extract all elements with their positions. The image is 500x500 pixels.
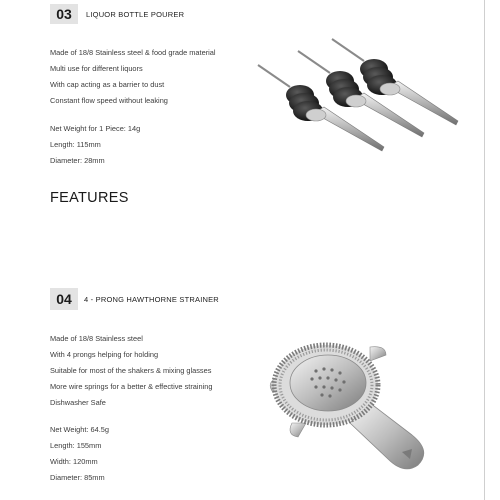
feature-line: Constant flow speed without leaking	[50, 96, 168, 105]
spec-line: Length: 115mm	[50, 140, 101, 149]
section-number-badge: 03	[50, 4, 78, 24]
section-04-header	[50, 288, 219, 310]
feature-line: With cap acting as a barrier to dust	[50, 80, 165, 89]
page-edge-divider	[484, 0, 485, 500]
spec-line: Net Weight for 1 Piece: 14g	[50, 124, 141, 133]
spec-line: Diameter: 28mm	[50, 156, 105, 165]
feature-line: Multi use for different liquors	[50, 64, 143, 73]
hawthorne-strainer-image	[262, 325, 442, 485]
spec-line: Width: 120mm	[50, 457, 98, 466]
section-03-features	[50, 48, 216, 112]
feature-line: More wire springs for a better & effective straining	[50, 382, 213, 391]
section-04-specs	[50, 425, 109, 489]
spec-line: Length: 155mm	[50, 441, 102, 450]
spec-line: Net Weight: 64.5g	[50, 425, 110, 434]
feature-line: Suitable for most of the shakers & mixing glasses	[50, 366, 212, 375]
features-heading: FEATURES	[50, 190, 129, 206]
section-03-specs	[50, 124, 140, 172]
section-04-features	[50, 334, 213, 414]
spec-line: Diameter: 85mm	[50, 473, 105, 482]
section-title: LIQUOR BOTTLE POURER	[86, 9, 185, 19]
feature-line: With 4 prongs helping for holding	[50, 350, 159, 359]
feature-line: Dishwasher Safe	[50, 398, 106, 407]
liquor-pourer-image	[250, 35, 460, 155]
feature-line: Made of 18/8 Stainless steel & food grade material	[50, 48, 216, 57]
section-number-badge: 04	[50, 288, 78, 310]
section-title: 4 - PRONG HAWTHORNE STRAINER	[84, 294, 219, 304]
feature-line: Made of 18/8 Stainless steel	[50, 334, 143, 343]
section-03-header	[50, 4, 184, 24]
